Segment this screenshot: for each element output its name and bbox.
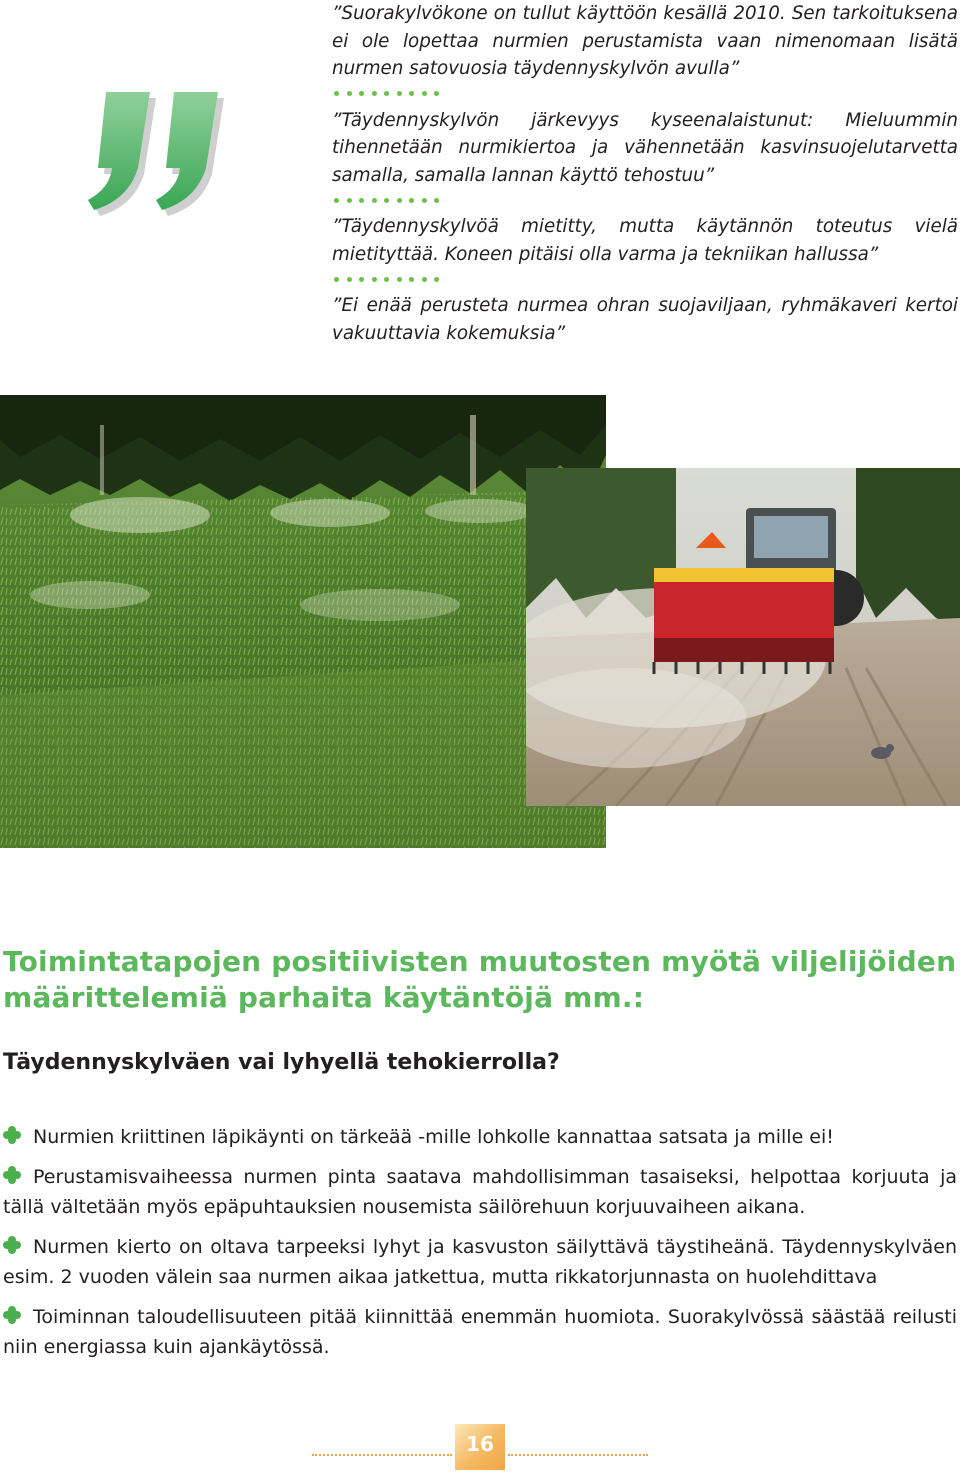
footer-dots-right xyxy=(508,1454,648,1456)
quote-3: ”Täydennyskylvöä mietitty, mutta käytännön toteutus vielä mietityttää. Koneen pitäisi olla varma ja tekniikan hallussa” xyxy=(332,216,958,265)
quote-1: ”Suorakylvökone on tullut käyttöön kesällä 2010. Sen tarkoituksena ei ole lopettaa nurmien perustamista vaan nimenomaan lisätä nurmen satovuosia täydennyskylvön avulla” xyxy=(332,3,958,79)
dot-separator xyxy=(334,195,958,205)
bullet-text: Nurmen kierto on oltava tarpeeksi lyhyt ja kasvuston säilyttävä täystiheänä. Täydennyskylväen esim. 2 vuoden välein saa nurmen aikaa jatkettua, mutta rikkatorjunnasta on huolehdittava xyxy=(3,1236,957,1288)
tractor-photo xyxy=(526,468,960,806)
quotation-mark-icon xyxy=(88,92,238,222)
dot-separator xyxy=(334,89,958,99)
dot-separator xyxy=(334,274,958,284)
subheading: Täydennyskylväen vai lyhyellä tehokierrolla? xyxy=(3,1050,560,1075)
list-item xyxy=(3,1162,957,1222)
page-footer xyxy=(312,1424,648,1470)
bullet-text: Toiminnan taloudellisuuteen pitää kiinnittää enemmän huomiota. Suorakylvössä säästää reilusti niin energiassa kuin ajankäytössä. xyxy=(3,1306,957,1358)
green-flower-bullet-icon xyxy=(3,1126,21,1144)
green-flower-bullet-icon xyxy=(3,1306,21,1324)
list-item xyxy=(3,1232,957,1292)
quote-2: ”Täydennyskylvön järkevyys kyseenalaistunut: Mieluummin tihennetään nurmikiertoa ja vähennetään kasvinsuojelutarvetta samalla, samalla lannan käyttö tehostuu” xyxy=(332,109,958,186)
green-flower-bullet-icon xyxy=(3,1166,21,1184)
bullet-list xyxy=(3,1122,957,1372)
bullet-text: Perustamisvaiheessa nurmen pinta saatava mahdollisimman tasaiseksi, helpottaa korjuuta ja tällä vältetään myös epäpuhtauksien nousemista säilörehuun korjuuvaiheen aikana. xyxy=(3,1166,957,1218)
footer-dots-left xyxy=(312,1454,452,1456)
list-item xyxy=(3,1302,957,1362)
bullet-text: Nurmien kriittinen läpikäynti on tärkeää -mille lohkolle kannattaa satsata ja mille ei! xyxy=(33,1126,834,1148)
quote-4: ”Ei enää perusteta nurmea ohran suojaviljaan, ryhmäkaveri kertoi vakuuttavia kokemuksia” xyxy=(332,295,958,344)
section-heading: Toimintatapojen positiivisten muutosten myötä viljelijöiden määrittelemiä parhaita käytäntöjä mm.: xyxy=(3,945,957,1014)
green-flower-bullet-icon xyxy=(3,1236,21,1254)
page-number-badge xyxy=(455,1424,505,1470)
list-item xyxy=(3,1122,957,1152)
field-photo xyxy=(0,395,606,848)
page-number: 16 xyxy=(466,1432,494,1456)
quotes-column xyxy=(332,0,958,347)
